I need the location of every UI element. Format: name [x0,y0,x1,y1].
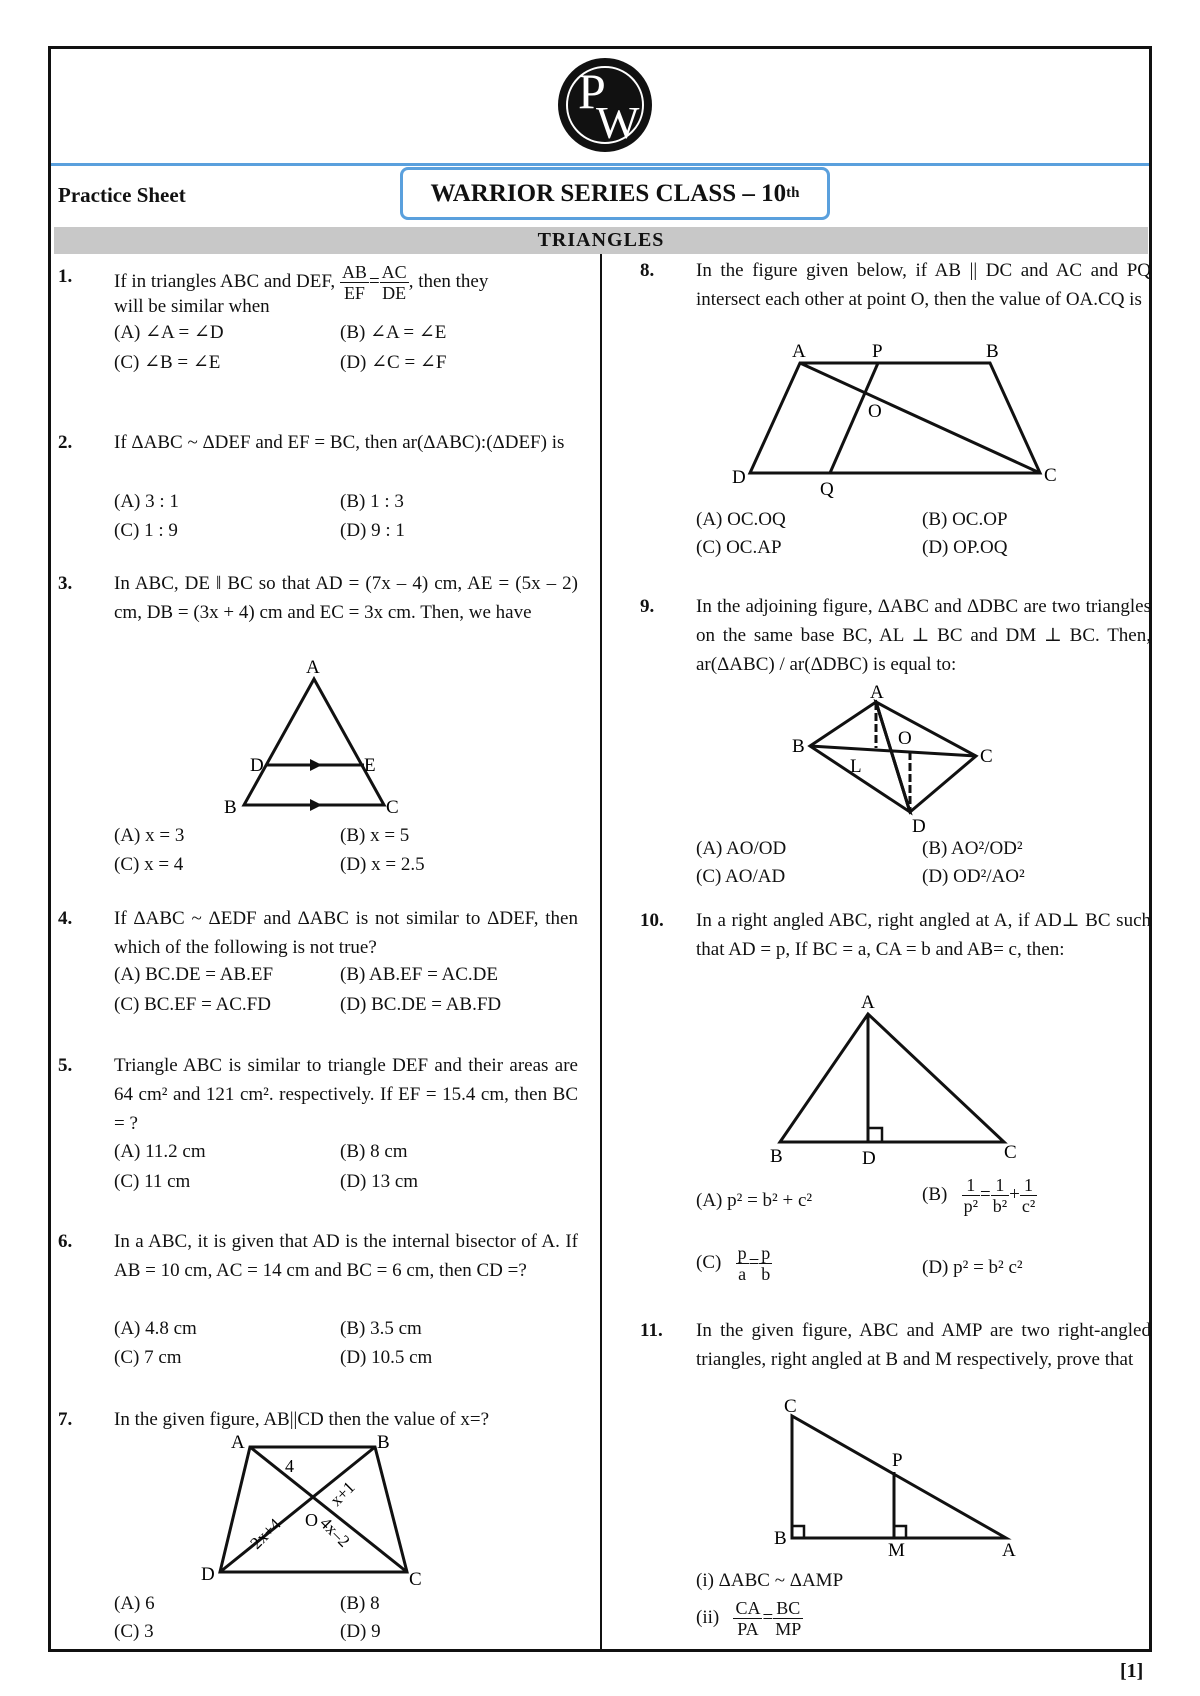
series-title-box [400,167,830,220]
label-m: M [888,1540,905,1558]
question-number: 3. [58,573,73,594]
option-a[interactable]: (A) 6 [114,1593,155,1614]
header-divider [51,163,1149,166]
question-text: In the given figure, AB||CD then the value of x=? [114,1409,490,1430]
fraction-bc-mp [773,1598,803,1639]
frac-den: a [738,1264,747,1284]
frac-num: 1 [1020,1175,1037,1196]
question-text: In the given figure, ABC and AMP are two right-angled triangles, right angled at B and M respectively, prove that [696,1320,1151,1370]
proof-part-1: (i) ΔABC ~ ΔAMP [696,1570,844,1591]
q1-text-pre: If in triangles ABC and DEF, [114,270,336,292]
frac-num: BC [773,1598,803,1619]
option-c[interactable]: (C) 11 cm [114,1171,191,1192]
q10-right-triangle-figure [760,990,1040,1170]
fraction-1-b2 [991,1175,1009,1216]
frac-num: p [737,1243,747,1263]
pw-logo [558,58,652,152]
option-c[interactable]: (C) AO/AD [696,866,786,887]
frac-num: 1 [962,1175,980,1196]
question-number: 4. [58,908,73,929]
label-e: E [364,755,376,776]
label-4: 4 [285,1456,294,1476]
option-c[interactable]: (C) 7 cm [114,1347,182,1368]
label-c: C [1004,1142,1017,1163]
label-o: O [868,401,882,422]
option-a[interactable]: (A) AO/OD [696,838,787,859]
equals: = [762,1606,774,1628]
question-number: 11. [640,1320,663,1341]
option-a[interactable]: (A) p² = b² + c² [696,1190,813,1211]
label-c: C [1044,465,1057,486]
proof-part-2 [696,1598,803,1639]
option-b[interactable]: (B) 8 [340,1593,380,1614]
option-d[interactable]: (D) 9 [340,1621,381,1642]
label-o: O [305,1510,318,1530]
question-text: In a ABC, it is given that AD is the internal bisector of A. If AB = 10 cm, AC = 14 cm and BC = 6 cm, then CD =? [114,1231,578,1281]
label-q: Q [820,479,834,500]
question-number: 5. [58,1055,73,1076]
part-label: (ii) [696,1606,720,1628]
option-d[interactable]: (D) p² = b² c² [922,1257,1023,1278]
label-4x-minus-2: 4x–2 [316,1513,354,1551]
question-text-line2: will be similar when [114,296,270,317]
fraction-1-c2 [1020,1175,1037,1216]
fraction-p-a [736,1243,749,1284]
label-b: B [224,797,237,815]
frac-num: CA [735,1598,761,1618]
frac-den: EF [343,283,365,303]
option-c[interactable]: (C) 3 [114,1621,154,1642]
option-b[interactable]: (B) OC.OP [922,509,1008,530]
fraction-ab-ef [340,262,369,303]
q1-text-post: , then they [408,270,489,292]
question-number: 9. [640,596,655,617]
option-b[interactable]: (B) 3.5 cm [340,1318,422,1339]
label-d: D [732,467,746,488]
option-d[interactable]: (D) OP.OQ [922,537,1008,558]
label-a: A [870,682,884,703]
frac-num: AC [381,262,407,282]
fraction-ac-de [380,262,409,303]
label-b: B [986,341,999,362]
label-b: B [377,1432,390,1453]
option-c[interactable] [696,1243,772,1284]
option-c[interactable]: (C) x = 4 [114,854,184,875]
option-d[interactable]: (D) ∠C = ∠F [340,352,447,373]
question-text: In a right angled ABC, right angled at A, if AD⊥ BC such that AD = p, If BC = a, CA = b and AB= c, then: [696,910,1151,960]
label-c: C [386,797,399,815]
option-label: (B) [922,1183,948,1205]
label-a: A [1002,1540,1016,1558]
label-a: A [861,992,875,1013]
question-number: 6. [58,1231,73,1252]
question-text: If ΔABC ~ ΔDEF and EF = BC, then ar(ΔABC):(ΔDEF) is [114,432,565,453]
frac-den: p² [963,1196,978,1216]
series-title-sup: th [786,185,800,201]
label-d: D [201,1564,215,1585]
frac-den: PA [737,1619,759,1639]
question-number: 10. [640,910,664,931]
label-a: A [792,341,806,362]
frac-num: AB [341,262,367,282]
option-c[interactable]: (C) OC.AP [696,537,782,558]
q3-triangle-figure [220,655,410,815]
question-text: In ABC, DE ‖ BC so that AD = (7x – 4) cm, AE = (5x – 2) cm, DB = (3x + 4) cm and EC = 3x cm. Then, we have [114,573,578,623]
label-d: D [250,755,264,776]
option-c[interactable]: (C) ∠B = ∠E [114,352,221,373]
question-text: In the figure given below, if AB || DC and AC and PQ intersect each other at point O, then the value of OA.CQ is [696,260,1151,310]
option-a[interactable]: (A) BC.DE = AB.EF [114,964,274,985]
option-d[interactable]: (D) BC.DE = AB.FD [340,994,502,1015]
equals: = [748,1251,760,1273]
question-number: 2. [58,432,73,453]
fraction-ca-pa [733,1598,762,1639]
label-d: D [912,816,926,837]
frac-num: 1 [991,1175,1009,1196]
label-a: A [231,1432,245,1453]
option-a[interactable]: (A) 11.2 cm [114,1141,206,1162]
question-number: 7. [58,1409,73,1430]
logo-letter-p: P [578,63,606,119]
frac-num: p [761,1243,771,1263]
option-a[interactable]: (A) OC.OQ [696,509,786,530]
q11-right-triangles-figure [770,1398,1030,1558]
label-c: C [980,746,993,767]
topic-bar: TRIANGLES [54,227,1148,254]
option-a[interactable]: (A) ∠A = ∠D [114,322,224,343]
option-c[interactable]: (C) 1 : 9 [114,520,178,541]
label-x-plus-1: x+1 [326,1477,359,1510]
option-b[interactable]: (B) 1 : 3 [340,491,404,512]
question-number: 1. [58,266,73,287]
label-p: P [872,341,883,362]
logo-letter-w: W [596,97,640,148]
label-p: P [892,1450,903,1471]
label-d: D [862,1148,876,1169]
option-d[interactable]: (D) 9 : 1 [340,520,405,541]
label-l: L [850,756,862,777]
option-a[interactable]: (A) x = 3 [114,825,185,846]
equals: = [979,1183,991,1205]
column-divider [600,254,602,1650]
plus: + [1009,1183,1020,1205]
option-b[interactable]: (B) x = 5 [340,825,410,846]
label-b: B [792,736,805,757]
label-o: O [898,728,912,749]
question-text: In the adjoining figure, ΔABC and ΔDBC are two triangles on the same base BC, AL ⊥ BC and DM ⊥ BC. Then, ar(ΔABC) / ar(ΔDBC) is equal to: [696,596,1151,675]
frac-den: c² [1021,1196,1036,1216]
option-c[interactable]: (C) BC.EF = AC.FD [114,994,271,1015]
option-d[interactable]: (D) 13 cm [340,1171,419,1192]
option-b[interactable]: (B) AO²/OD² [922,838,1023,859]
question-number: 8. [640,260,655,281]
label-b: B [774,1528,787,1549]
option-b[interactable]: (B) ∠A = ∠E [340,322,447,343]
label-2x-plus-4: 2x+4 [246,1514,285,1553]
equals: = [368,270,380,292]
option-d[interactable]: (D) x = 2.5 [340,854,425,875]
question-text: Triangle ABC is similar to triangle DEF and their areas are 64 cm² and 121 cm². respectively. If EF = 15.4 cm, then BC = ? [114,1055,578,1134]
fraction-p-b [759,1243,772,1284]
option-a[interactable]: (A) 3 : 1 [114,491,179,512]
frac-den: b² [992,1196,1008,1216]
question-text: If ΔABC ~ ΔEDF and ΔABC is not similar to ΔDEF, then which of the following is not true? [114,908,578,958]
frac-den: DE [382,283,407,303]
practice-sheet-label: Practice Sheet [58,183,186,207]
series-title: WARRIOR SERIES CLASS – 10 [430,179,787,207]
option-d[interactable]: (D) OD²/AO² [922,866,1025,887]
option-b[interactable] [922,1175,1037,1216]
q9-triangles-figure [790,680,1020,840]
page-number: [1] [1120,1660,1144,1682]
frac-den: MP [775,1619,802,1639]
option-a[interactable]: (A) 4.8 cm [114,1318,197,1339]
q8-trapezium-figure [728,335,1068,505]
option-d[interactable]: (D) 10.5 cm [340,1347,433,1368]
label-b: B [770,1146,783,1167]
option-b[interactable]: (B) 8 cm [340,1141,408,1162]
option-b[interactable]: (B) AB.EF = AC.DE [340,964,498,985]
option-label: (C) [696,1251,722,1273]
fraction-1-p2 [962,1175,980,1216]
q7-trapezium-figure [195,1432,435,1592]
label-a: A [306,657,320,678]
frac-den: b [761,1264,771,1284]
label-c: C [409,1569,422,1590]
label-c: C [784,1398,797,1417]
